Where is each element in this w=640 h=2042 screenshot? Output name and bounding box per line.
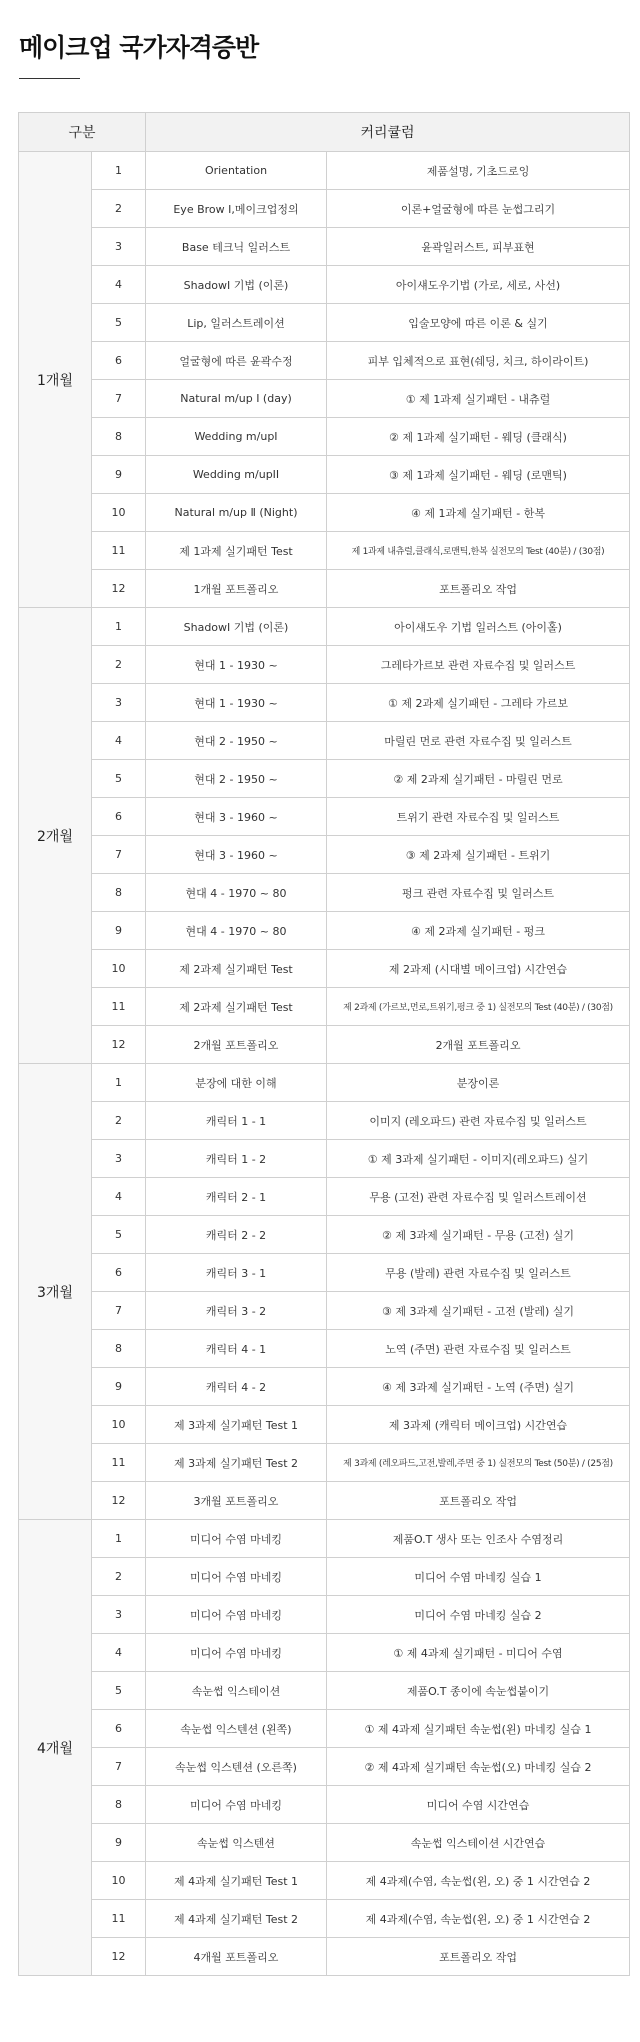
table-row [19,836,630,874]
session-topic: 속눈썹 익스텐션 [146,1824,327,1862]
session-detail: 미디어 수염 마네킹 실습 1 [327,1558,630,1596]
session-topic: Base 테크닉 일러스트 [146,228,327,266]
table-row [19,1786,630,1824]
session-topic: 캐릭터 1 - 2 [146,1140,327,1178]
session-detail: 제 1과제 내츄럴,클래식,로맨틱,한복 실전모의 Test (40분) / (30점) [327,532,630,570]
session-topic: 캐릭터 2 - 1 [146,1178,327,1216]
session-topic: Wedding m/upI [146,418,327,456]
session-number: 1 [92,1064,146,1102]
table-row [19,380,630,418]
session-number: 3 [92,228,146,266]
session-detail: 그레타가르보 관련 자료수집 및 일러스트 [327,646,630,684]
session-topic: 분장에 대한 이해 [146,1064,327,1102]
table-row [19,646,630,684]
session-number: 2 [92,1102,146,1140]
session-number: 9 [92,912,146,950]
table-row [19,1368,630,1406]
session-number: 8 [92,874,146,912]
session-topic: 제 2과제 실기패턴 Test [146,988,327,1026]
session-topic: 현대 2 - 1950 ~ [146,760,327,798]
session-number: 2 [92,1558,146,1596]
session-detail: 윤곽일러스트, 피부표현 [327,228,630,266]
session-number: 7 [92,1292,146,1330]
session-detail: 포트폴리오 작업 [327,570,630,608]
session-number: 10 [92,1862,146,1900]
page-title: 메이크업 국가자격증반 [19,33,259,62]
session-detail: 마릴린 먼로 관련 자료수집 및 일러스트 [327,722,630,760]
session-detail: 2개월 포트폴리오 [327,1026,630,1064]
table-row [19,418,630,456]
session-topic: 미디어 수염 마네킹 [146,1558,327,1596]
session-number: 8 [92,1786,146,1824]
session-number: 4 [92,1178,146,1216]
table-row [19,1406,630,1444]
table-row [19,1254,630,1292]
session-topic: 제 1과제 실기패턴 Test [146,532,327,570]
session-detail: ② 제 2과제 실기패턴 - 마릴린 먼로 [327,760,630,798]
table-row [19,1330,630,1368]
header-category: 구분 [19,113,146,152]
table-row [19,342,630,380]
table-row [19,1900,630,1938]
table-row [19,1558,630,1596]
session-detail: 무용 (고전) 관련 자료수집 및 일러스트레이션 [327,1178,630,1216]
table-row [19,1482,630,1520]
table-row [19,266,630,304]
table-row [19,798,630,836]
session-topic: 미디어 수염 마네킹 [146,1786,327,1824]
session-number: 12 [92,1026,146,1064]
session-detail: 제 2과제 (시대별 메이크업) 시간연습 [327,950,630,988]
session-detail: 트위기 관련 자료수집 및 일러스트 [327,798,630,836]
session-detail: ① 제 4과제 실기패턴 - 미디어 수염 [327,1634,630,1672]
table-row [19,1710,630,1748]
session-topic: 현대 1 - 1930 ~ [146,646,327,684]
session-detail: ① 제 4과제 실기패턴 속눈썹(왼) 마네킹 실습 1 [327,1710,630,1748]
session-detail: ② 제 1과제 실기패턴 - 웨딩 (클래식) [327,418,630,456]
table-row [19,1748,630,1786]
session-detail: 포트폴리오 작업 [327,1482,630,1520]
session-topic: 캐릭터 4 - 1 [146,1330,327,1368]
session-topic: Orientation [146,152,327,190]
session-topic: 제 4과제 실기패턴 Test 1 [146,1862,327,1900]
session-number: 12 [92,1482,146,1520]
session-number: 11 [92,1900,146,1938]
session-number: 4 [92,722,146,760]
month-label: 2개월 [19,608,92,1064]
session-topic: 미디어 수염 마네킹 [146,1634,327,1672]
session-topic: 속눈썹 익스텐션 (왼쪽) [146,1710,327,1748]
session-topic: 속눈썹 익스텐션 (오른쪽) [146,1748,327,1786]
month-label: 1개월 [19,152,92,608]
session-number: 2 [92,190,146,228]
session-detail: 제품O.T 종이에 속눈썹붙이기 [327,1672,630,1710]
table-row [19,1026,630,1064]
session-topic: 현대 2 - 1950 ~ [146,722,327,760]
session-detail: ④ 제 2과제 실기패턴 - 펑크 [327,912,630,950]
table-row [19,1216,630,1254]
table-row [19,532,630,570]
session-number: 11 [92,1444,146,1482]
title-underline [19,78,80,79]
session-number: 2 [92,646,146,684]
session-detail: 제 4과제(수염, 속눈썹(왼, 오) 중 1 시간연습 2 [327,1900,630,1938]
session-topic: 4개월 포트폴리오 [146,1938,327,1976]
table-row [19,570,630,608]
table-row [19,494,630,532]
session-topic: 1개월 포트폴리오 [146,570,327,608]
table-row [19,1064,630,1102]
table-row [19,304,630,342]
session-topic: 캐릭터 3 - 1 [146,1254,327,1292]
session-topic: Lip, 일러스트레이션 [146,304,327,342]
curriculum-body [19,152,630,1976]
session-number: 6 [92,1254,146,1292]
table-row [19,456,630,494]
session-detail: ④ 제 1과제 실기패턴 - 한복 [327,494,630,532]
table-row [19,1520,630,1558]
table-row [19,874,630,912]
session-detail: ④ 제 3과제 실기패턴 - 노역 (주면) 실기 [327,1368,630,1406]
table-row [19,760,630,798]
session-topic: 얼굴형에 따른 윤곽수정 [146,342,327,380]
month-label: 4개월 [19,1520,92,1976]
session-detail: ① 제 2과제 실기패턴 - 그레타 가르보 [327,684,630,722]
session-topic: 현대 4 - 1970 ~ 80 [146,874,327,912]
session-detail: 제 4과제(수염, 속눈썹(왼, 오) 중 1 시간연습 2 [327,1862,630,1900]
table-row [19,1672,630,1710]
session-topic: 제 2과제 실기패턴 Test [146,950,327,988]
table-row [19,228,630,266]
session-number: 10 [92,950,146,988]
session-topic: Eye Brow I,메이크업정의 [146,190,327,228]
session-number: 10 [92,1406,146,1444]
session-detail: 이론+얼굴형에 따른 눈썹그리기 [327,190,630,228]
session-number: 12 [92,570,146,608]
session-detail: 미디어 수염 마네킹 실습 2 [327,1596,630,1634]
session-topic: 미디어 수염 마네킹 [146,1520,327,1558]
session-number: 3 [92,1140,146,1178]
header-curriculum: 커리큘럼 [146,113,630,152]
session-number: 3 [92,684,146,722]
session-topic: 속눈썹 익스테이션 [146,1672,327,1710]
session-detail: ③ 제 2과제 실기패턴 - 트위기 [327,836,630,874]
session-number: 3 [92,1596,146,1634]
session-number: 6 [92,1710,146,1748]
session-number: 1 [92,1520,146,1558]
session-number: 10 [92,494,146,532]
table-row [19,912,630,950]
table-row [19,1178,630,1216]
session-topic: 캐릭터 4 - 2 [146,1368,327,1406]
table-row [19,608,630,646]
table-row [19,1824,630,1862]
session-detail: 포트폴리오 작업 [327,1938,630,1976]
session-number: 6 [92,798,146,836]
session-detail: 펑크 관련 자료수집 및 일러스트 [327,874,630,912]
session-detail: 속눈썹 익스테이션 시간연습 [327,1824,630,1862]
session-detail: 무용 (발레) 관련 자료수집 및 일러스트 [327,1254,630,1292]
table-row [19,1140,630,1178]
session-topic: 캐릭터 2 - 2 [146,1216,327,1254]
session-topic: 현대 3 - 1960 ~ [146,836,327,874]
session-topic: 캐릭터 3 - 2 [146,1292,327,1330]
session-number: 8 [92,418,146,456]
table-row [19,1102,630,1140]
session-detail: 피부 입체적으로 표현(쉐딩, 치크, 하이라이트) [327,342,630,380]
table-row [19,1596,630,1634]
session-topic: 캐릭터 1 - 1 [146,1102,327,1140]
session-number: 9 [92,1368,146,1406]
session-number: 9 [92,456,146,494]
session-number: 1 [92,608,146,646]
session-topic: 현대 4 - 1970 ~ 80 [146,912,327,950]
session-topic: 제 3과제 실기패턴 Test 1 [146,1406,327,1444]
session-detail: 제 3과제 (레오파드,고전,발레,주면 중 1) 실전모의 Test (50분) / (25점) [327,1444,630,1482]
session-topic: 2개월 포트폴리오 [146,1026,327,1064]
session-topic: 제 3과제 실기패턴 Test 2 [146,1444,327,1482]
session-topic: 현대 3 - 1960 ~ [146,798,327,836]
table-row [19,190,630,228]
table-row [19,1862,630,1900]
session-topic: ShadowI 기법 (이론) [146,608,327,646]
table-row [19,152,630,190]
session-number: 1 [92,152,146,190]
session-number: 5 [92,1672,146,1710]
session-topic: Natural m/up I (day) [146,380,327,418]
session-detail: 입술모양에 따른 이론 & 실기 [327,304,630,342]
session-topic: Natural m/up Ⅱ (Night) [146,494,327,532]
session-number: 9 [92,1824,146,1862]
month-label: 3개월 [19,1064,92,1520]
session-detail: ② 제 3과제 실기패턴 - 무용 (고전) 실기 [327,1216,630,1254]
session-number: 4 [92,1634,146,1672]
session-detail: 분장이론 [327,1064,630,1102]
session-number: 6 [92,342,146,380]
session-detail: 노역 (주면) 관련 자료수집 및 일러스트 [327,1330,630,1368]
session-topic: 제 4과제 실기패턴 Test 2 [146,1900,327,1938]
session-number: 12 [92,1938,146,1976]
session-detail: ① 제 1과제 실기패턴 - 내츄럴 [327,380,630,418]
table-row [19,988,630,1026]
table-row [19,722,630,760]
session-number: 11 [92,532,146,570]
session-topic: ShadowI 기법 (이론) [146,266,327,304]
session-detail: 제품설명, 기초드로잉 [327,152,630,190]
table-row [19,1444,630,1482]
session-number: 7 [92,836,146,874]
session-detail: 아이섀도우기법 (가로, 세로, 사선) [327,266,630,304]
session-detail: ③ 제 1과제 실기패턴 - 웨딩 (로맨틱) [327,456,630,494]
session-topic: 3개월 포트폴리오 [146,1482,327,1520]
table-header-row [19,113,630,152]
session-topic: 미디어 수염 마네킹 [146,1596,327,1634]
session-detail: 이미지 (레오파드) 관련 자료수집 및 일러스트 [327,1102,630,1140]
session-detail: ① 제 3과제 실기패턴 - 이미지(레오파드) 실기 [327,1140,630,1178]
curriculum-table [18,112,630,1976]
session-topic: Wedding m/upII [146,456,327,494]
session-number: 5 [92,760,146,798]
table-row [19,950,630,988]
session-number: 7 [92,1748,146,1786]
session-detail: 제 2과제 (가르보,먼로,트위기,펑크 중 1) 실전모의 Test (40분) / (30점) [327,988,630,1026]
table-row [19,1938,630,1976]
session-detail: 제 3과제 (캐릭터 메이크업) 시간연습 [327,1406,630,1444]
session-number: 7 [92,380,146,418]
table-row [19,684,630,722]
session-detail: ② 제 4과제 실기패턴 속눈썹(오) 마네킹 실습 2 [327,1748,630,1786]
session-number: 4 [92,266,146,304]
session-detail: 제품O.T 생사 또는 인조사 수염정리 [327,1520,630,1558]
table-row [19,1292,630,1330]
session-detail: 미디어 수염 시간연습 [327,1786,630,1824]
session-detail: ③ 제 3과제 실기패턴 - 고전 (발레) 실기 [327,1292,630,1330]
session-number: 11 [92,988,146,1026]
session-topic: 현대 1 - 1930 ~ [146,684,327,722]
session-number: 5 [92,304,146,342]
session-detail: 아이섀도우 기법 일러스트 (아이홀) [327,608,630,646]
session-number: 5 [92,1216,146,1254]
session-number: 8 [92,1330,146,1368]
table-row [19,1634,630,1672]
